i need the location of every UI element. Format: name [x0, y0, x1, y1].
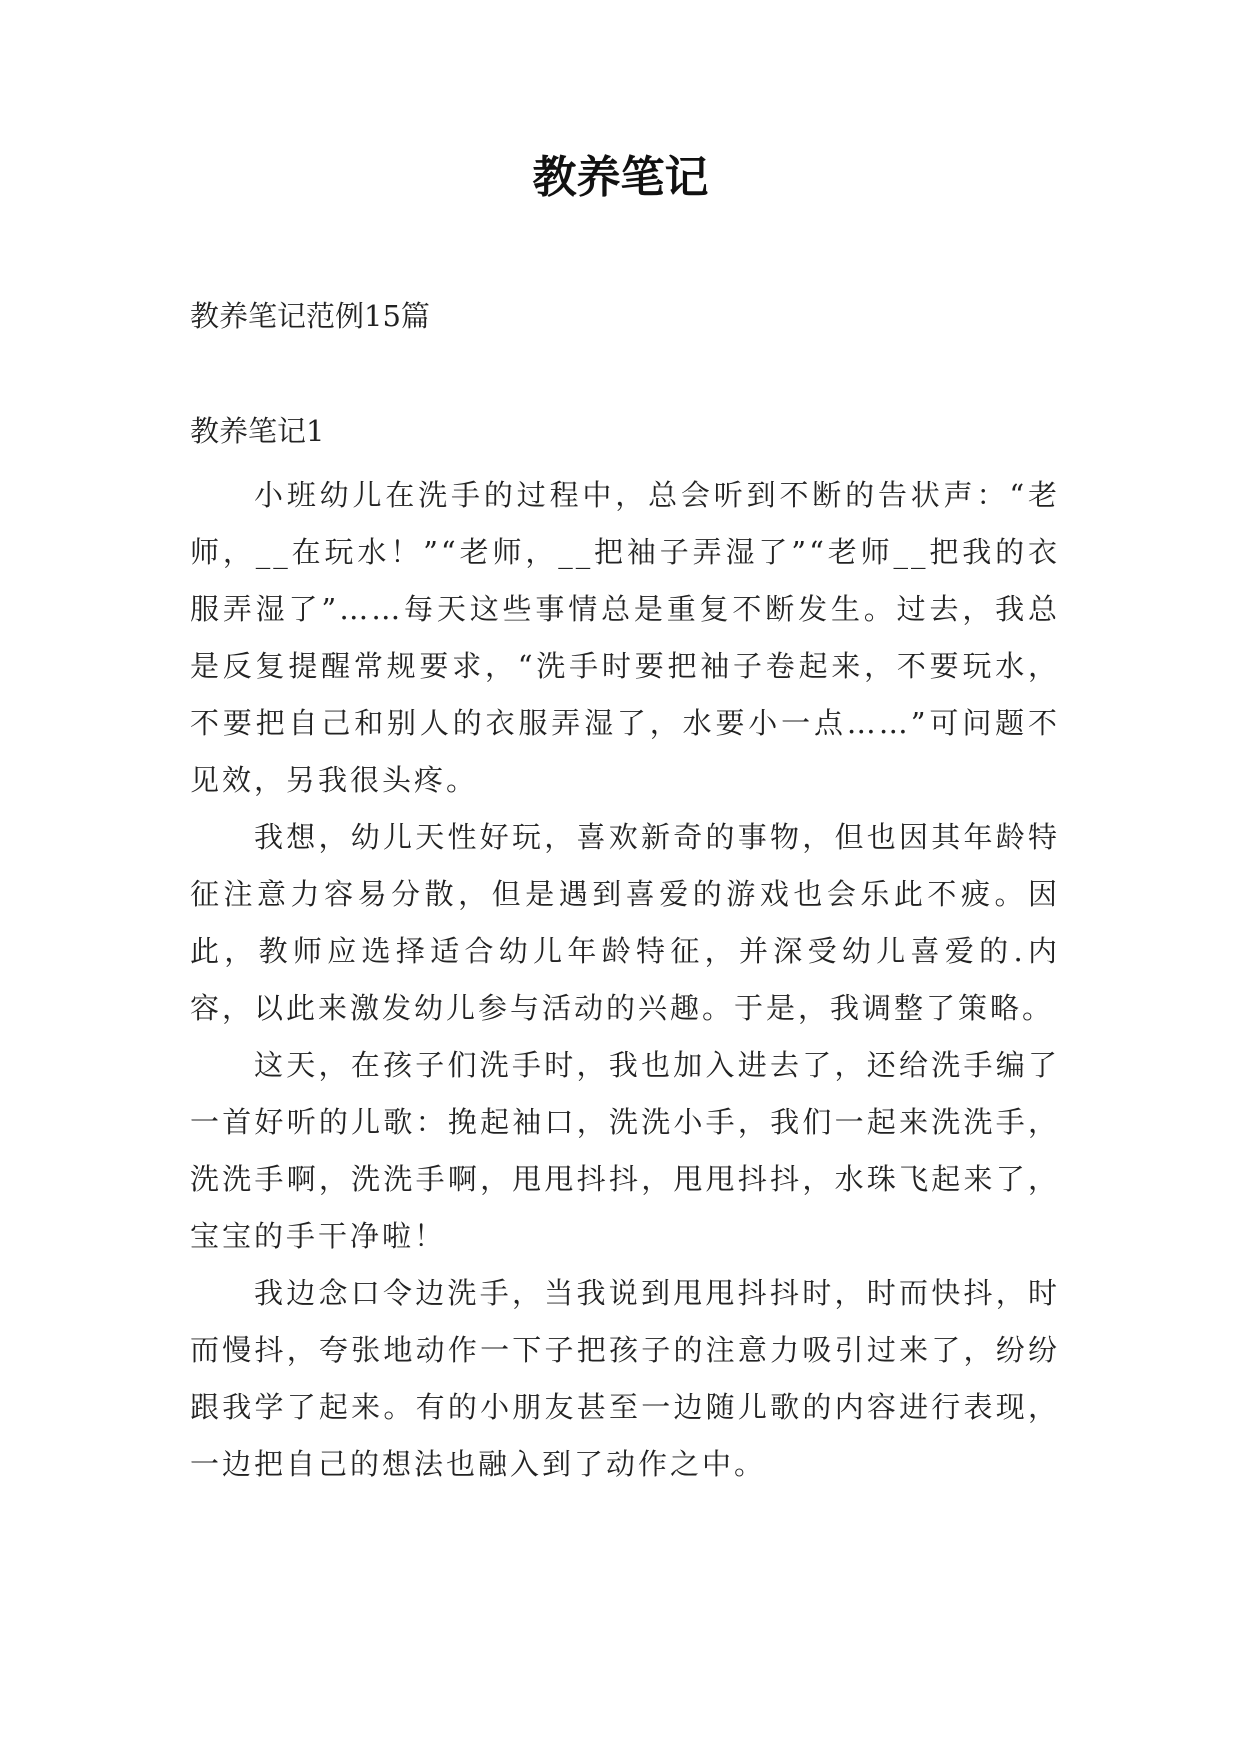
- body-paragraph-3: 这天，在孩子们洗手时，我也加入进去了，还给洗手编了一首好听的儿歌：挽起袖口，洗洗小手，我们一起来洗洗手，洗洗手啊，洗洗手啊，甩甩抖抖，甩甩抖抖，水珠飞起来了，宝宝的手干净啦！: [190, 1048, 1060, 1253]
- document-body: [190, 467, 1060, 1493]
- body-paragraph-1: 小班幼儿在洗手的过程中，总会听到不断的告状声：“老师，__在玩水！”“老师，__把袖子弄湿了”“老师__把我的衣服弄湿了”……每天这些事情总是重复不断发生。过去，我总是反复提醒常规要求，“洗手时要把袖子卷起来，不要玩水，不要把自己和别人的衣服弄湿了，水要小一点……”可问题不见效，另我很头疼。: [190, 478, 1060, 797]
- body-paragraph-2: 我想，幼儿天性好玩，喜欢新奇的事物，但也因其年龄特征注意力容易分散，但是遇到喜爱的游戏也会乐此不疲。因此，教师应选择适合幼儿年龄特征，并深受幼儿喜爱的.内容，以此来激发幼儿参与活动的兴趣。于是，我调整了策略。: [190, 820, 1060, 1025]
- section-heading: 教养笔记1: [190, 414, 325, 448]
- body-paragraph-4: 我边念口令边洗手，当我说到甩甩抖抖时，时而快抖，时而慢抖，夸张地动作一下子把孩子的注意力吸引过来了，纷纷跟我学了起来。有的小朋友甚至一边随儿歌的内容进行表现，一边把自己的想法也融入到了动作之中。: [190, 1276, 1060, 1481]
- document-title: 教养笔记: [532, 152, 709, 203]
- document-subtitle: 教养笔记范例15篇: [190, 299, 430, 333]
